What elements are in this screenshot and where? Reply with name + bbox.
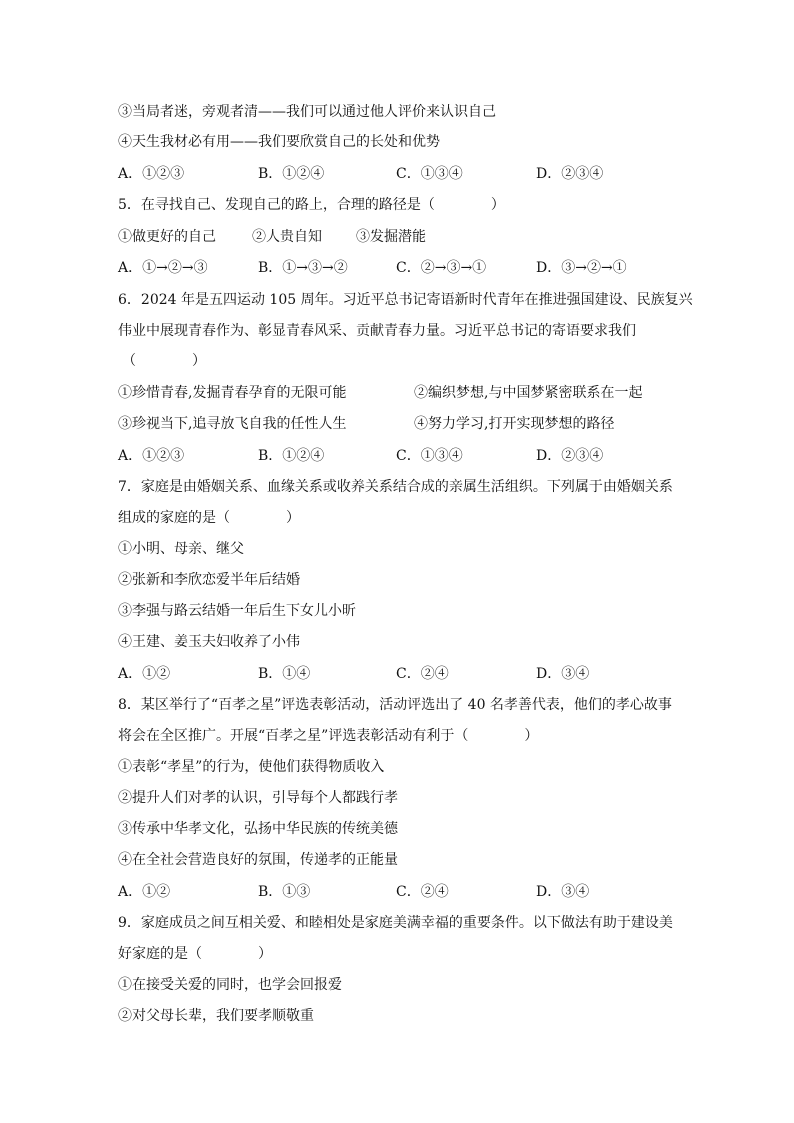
statement-2: ②编织梦想,与中国梦紧密联系在一起 [414,385,643,401]
option-b: B．①②④ [258,448,325,464]
question-8-line-2: 将会在全区推广。开展“百孝之星”评选表彰活动有利于（ ） [118,728,539,744]
question-9-line-2: 好家庭的是（ ） [118,946,272,962]
option-c: C．②④ [396,666,449,682]
statement-4: ④天生我材必有用——我们要欣赏自己的长处和优势 [118,134,440,150]
option-d: D．③→②→① [536,260,627,276]
statement-2: ②张新和李欣恋爱半年后结婚 [118,572,300,588]
question-8-line-1: 8．某区举行了“百孝之星”评选表彰活动，活动评选出了 40 名孝善代表，他们的孝心故事 [118,697,672,713]
statement-4: ④在全社会营造良好的氛围，传递孝的正能量 [118,852,398,868]
question-6-line-1: 6．2024 年是五四运动 105 周年。习近平总书记寄语新时代青年在推进强国建设、民族复兴 [118,292,693,308]
option-b: B．①→③→② [258,260,348,276]
option-a: A．①②③ [118,448,185,464]
option-d: D．③④ [536,666,590,682]
option-b: B．①③ [258,884,311,900]
statement-4: ④努力学习,打开实现梦想的路径 [414,416,615,432]
statement-1: ①小明、母亲、继父 [118,541,244,557]
question-6-blank: （ ） [122,353,206,369]
statement-1: ①表彰“孝星”的行为，使他们获得物质收入 [118,759,385,775]
q5-statements [118,227,718,247]
statement-4: ④王建、姜玉夫妇收养了小伟 [118,634,300,650]
statement-1: ①珍惜青春,发掘青春孕育的无限可能 [118,385,347,401]
statement-1: ①在接受关爱的同时，也学会回报爱 [118,977,342,993]
statement-3: ③发掘潜能 [356,229,426,245]
statement-3: ③珍视当下,追寻放飞自我的任性人生 [118,416,347,432]
option-d: D．②③④ [536,166,604,182]
option-c: C．①③④ [396,166,463,182]
statement-3: ③传承中华孝文化，弘扬中华民族的传统美德 [118,821,398,837]
q5-options [118,258,718,278]
option-d: D．②③④ [536,448,604,464]
option-c: C．②④ [396,884,449,900]
q8-options [118,882,718,902]
option-a: A．①②③ [118,166,185,182]
question-7-line-1: 7．家庭是由婚姻关系、血缘关系或收养关系结合成的亲属生活组织。下列属于由婚姻关系 [118,479,673,495]
statement-3: ③李强与路云结婚一年后生下女儿小昕 [118,603,356,619]
q6-statements-row-2 [118,414,718,434]
statement-3: ③当局者迷，旁观者清——我们可以通过他人评价来认识自己 [118,104,496,120]
q7-options [118,664,718,684]
option-b: B．①②④ [258,166,325,182]
question-7-line-2: 组成的家庭的是（ ） [118,510,300,526]
q6-options [118,446,718,466]
question-6-line-2: 伟业中展现青春作为、彰显青春风采、贡献青春力量。习近平总书记的寄语要求我们 [118,323,636,339]
statement-2: ②人贵自知 [252,229,322,245]
statement-1: ①做更好的自己 [118,229,216,245]
option-c: C．①③④ [396,448,463,464]
q4-options [118,164,718,184]
option-a: A．①② [118,666,171,682]
option-d: D．③④ [536,884,590,900]
statement-2: ②对父母长辈，我们要孝顺敬重 [118,1008,314,1024]
q6-statements-row-1 [118,383,718,403]
option-a: A．①② [118,884,171,900]
question-5: 5．在寻找自己、发现自己的路上，合理的路径是（ ） [118,197,505,213]
option-a: A．①→②→③ [118,260,208,276]
statement-2: ②提升人们对孝的认识，引导每个人都践行孝 [118,790,398,806]
option-c: C．②→③→① [396,260,487,276]
question-9-line-1: 9．家庭成员之间互相关爱、和睦相处是家庭美满幸福的重要条件。以下做法有助于建设美 [118,915,673,931]
option-b: B．①④ [258,666,311,682]
